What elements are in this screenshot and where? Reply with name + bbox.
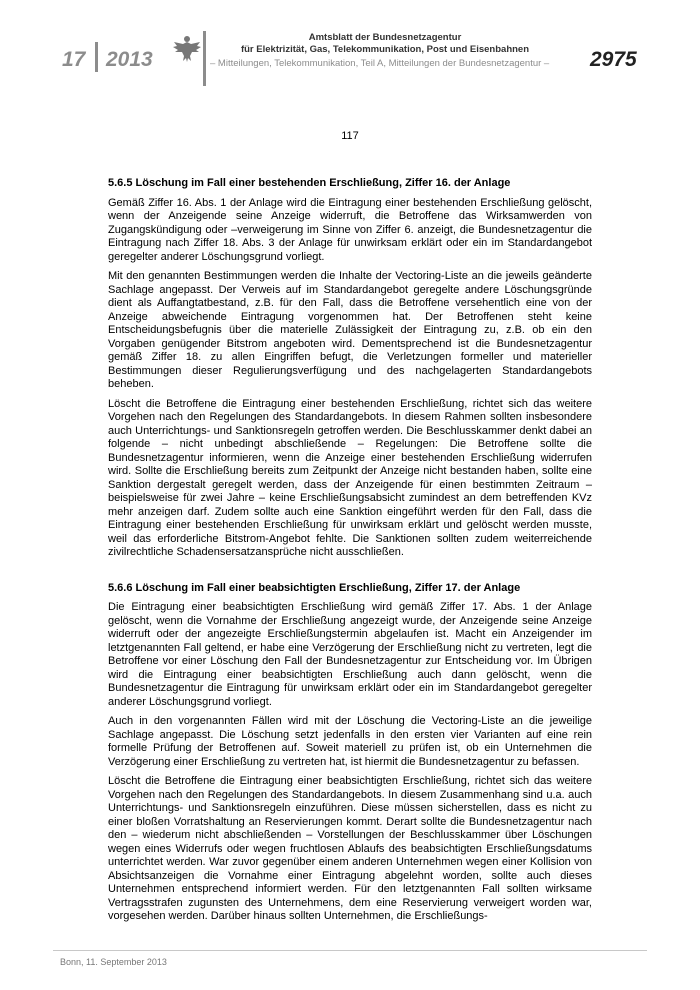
section-heading: 5.6.6 Löschung im Fall einer beabsichtigten Erschließung, Ziffer 17. der Anlage	[108, 581, 521, 594]
section-heading: 5.6.5 Löschung im Fall einer bestehenden Erschließung, Ziffer 16. der Anlage	[108, 177, 511, 189]
footer-place-date: Bonn, 11. September 2013	[60, 957, 167, 967]
gazette-subtitle: – Mitteilungen, Telekommunikation, Teil A, Mitteilungen der Bundesnetzagentur –	[210, 58, 550, 69]
paragraph: Löscht die Betroffene die Eintragung einer beabsichtigten Erschließung, richtet sich das weitere Vorgehen nach den Regelungen des Standardangebots. In diesem Zusammenhang sind u.a. auch Unterrichtungs- und Sanktionsregeln einzuführen. Diese müssen sicherstellen, dass es nicht zu einer bloßen Vorratshaltung an Reservierungen kommt. Derart sollte die Bundesnetzagentur nach den – wiederum nicht abschließenden – Vorstellungen der Beschlusskammer über Löschungen wegen eines Widerrufs oder wegen fruchtlosen Ablaufs des beabsichtigten Erschließungsdatums unterrichtet werden. War zuvor gegenüber einem anderen Unternehmen wegen einer Kollision von Absichtsanzeigen die Vornahme einer Eintragung abgelehnt worden, sollte auch dieses Unternehmen entsprechend informiert werden. Für den letztgenannten Fall sollten wirksame Vertragsstrafen zugunsten des Unternehmens, dem eine Reservierung verweigert worden war, vorgesehen werden. Darüber hinaus sollten Unternehmen, die Erschließungs-	[108, 775, 592, 922]
issue-year: 2013	[106, 48, 153, 71]
document-body	[108, 177, 592, 930]
paragraph: Auch in den vorgenannten Fällen wird mit der Löschung die Vectoring-Liste an die jeweilige Sachlage angepasst. Die Löschung setzt jedenfalls in den ersten vier Varianten auf eine rein formelle Prüfung der Betroffenen auf. Soweit materiell zu prüfen ist, ob ein Unternehmen die Verzögerung einer Erschließung zu vertreten hat, ist hiermit die Bundesnetzagentur zu befassen.	[108, 715, 592, 768]
section-spacer	[108, 566, 592, 582]
issue-number: 17	[62, 48, 86, 71]
paragraph: Die Eintragung einer beabsichtigten Erschließung wird gemäß Ziffer 17. Abs. 1 der Anlage gelöscht, wenn die Vornahme der Erschließung angezeigt wurde, der Anzeigende seine Anzeige widerruft oder der angezeigte Erschließungstermin abgelaufen ist. Macht ein Anzeigender im letztgenannten Fall geltend, er habe eine Verzögerung der Erschließung nicht zu vertreten, legt die Betroffene vor einer Löschung den Fall der Bundesnetzagentur zur Entscheidung vor. Im Übrigen wird die Eintragung einer beabsichtigten Erschließung auch dann gelöscht, wenn die Bundesnetzagentur die Eintragung für unwirksam erklärt oder ein im Standardangebot geregelter anderer Löschungsgrund vorliegt.	[108, 601, 592, 708]
issue-divider	[95, 42, 98, 72]
document-page-number: 117	[341, 130, 359, 142]
paragraph: Mit den genannten Bestimmungen werden die Inhalte der Vectoring-Liste an die jeweils geänderte Sachlage angepasst. Der Verweis auf im Standardangebot geregelte andere Löschungsgründe dient als Auffangtatbestand, z.B. für den Fall, dass die Betroffene versehentlich eine von der Anzeige abweichende Eintragung vorgenommen hat. Der Betroffenen steht keine Entscheidungsbefugnis über die materielle Zulässigkeit der Eintragung zu, z.B. ob ein den Vorgaben genügender Bitstrom angeboten wird. Dementsprechend ist die Bundesnetzagentur gemäß Ziffer 18. zu allen Eingriffen befugt, die Verletzungen formeller und materieller Bestimmungen dieser Regulierungsverfügung und des nachgelagerten Standardangebots beheben.	[108, 270, 592, 390]
gazette-title-line-2: für Elektrizität, Gas, Telekommunikation, Post und Eisenbahnen	[240, 44, 530, 55]
federal-eagle-icon	[171, 33, 203, 65]
page-number: 2975	[590, 48, 637, 71]
footer-divider	[53, 950, 647, 951]
paragraph: Löscht die Betroffene die Eintragung einer bestehenden Erschließung, richtet sich das weitere Vorgehen nach den Regelungen des Standardangebots. In diesem Rahmen sollten insbesondere auch Unterrichtungs- und Sanktionsregeln getroffen werden. Die Beschlusskammer denkt dabei an folgende – nicht unbedingt abschließende – Regelungen: Die Betroffene sollte die Bundesnetzagentur informieren, wenn die Anzeige einer bestehenden Erschließung widerrufen wird. Sollte die Erschließung bereits zum Zeitpunkt der Anzeige nicht bestanden haben, sollte eine Sanktion dergestalt geregelt werden, dass der Anzeigende für einen bestimmten Zeitraum – beispielsweise für zwei Jahre – keine Erschließungsabsicht zumindest an dem betreffenden KVz mehr anzeigen darf. Zudem sollte auch eine Sanktion eingeführt werden für den Fall, dass die Eintragung einer bestehenden Erschließung für unwirksam erklärt und gelöscht werden musste, weil das erforderliche Bitstrom-Angebot fehlte. Die Sanktionen sollten zudem weiterreichende zivilrechtliche Schadensersatzansprüche nicht ausschließen.	[108, 397, 592, 558]
gazette-title-line-1: Amtsblatt der Bundesnetzagentur	[308, 32, 462, 43]
gazette-title	[210, 32, 560, 56]
header-divider	[203, 31, 206, 86]
paragraph: Gemäß Ziffer 16. Abs. 1 der Anlage wird die Eintragung einer bestehenden Erschließung gelöscht, wenn der Anzeigende seine Anzeige widerruft, die Betroffene das Wirksamwerden von Zugangskündigung oder –verweigerung im Sinne von Ziffer 6. anzeigt, die Bundesnetzagentur die Eintragung nach Ziffer 18. Abs. 3 der Anlage für unwirksam erklärt oder ein im Standardangebot geregelter anderer Löschungsgrund vorliegt.	[108, 196, 592, 263]
